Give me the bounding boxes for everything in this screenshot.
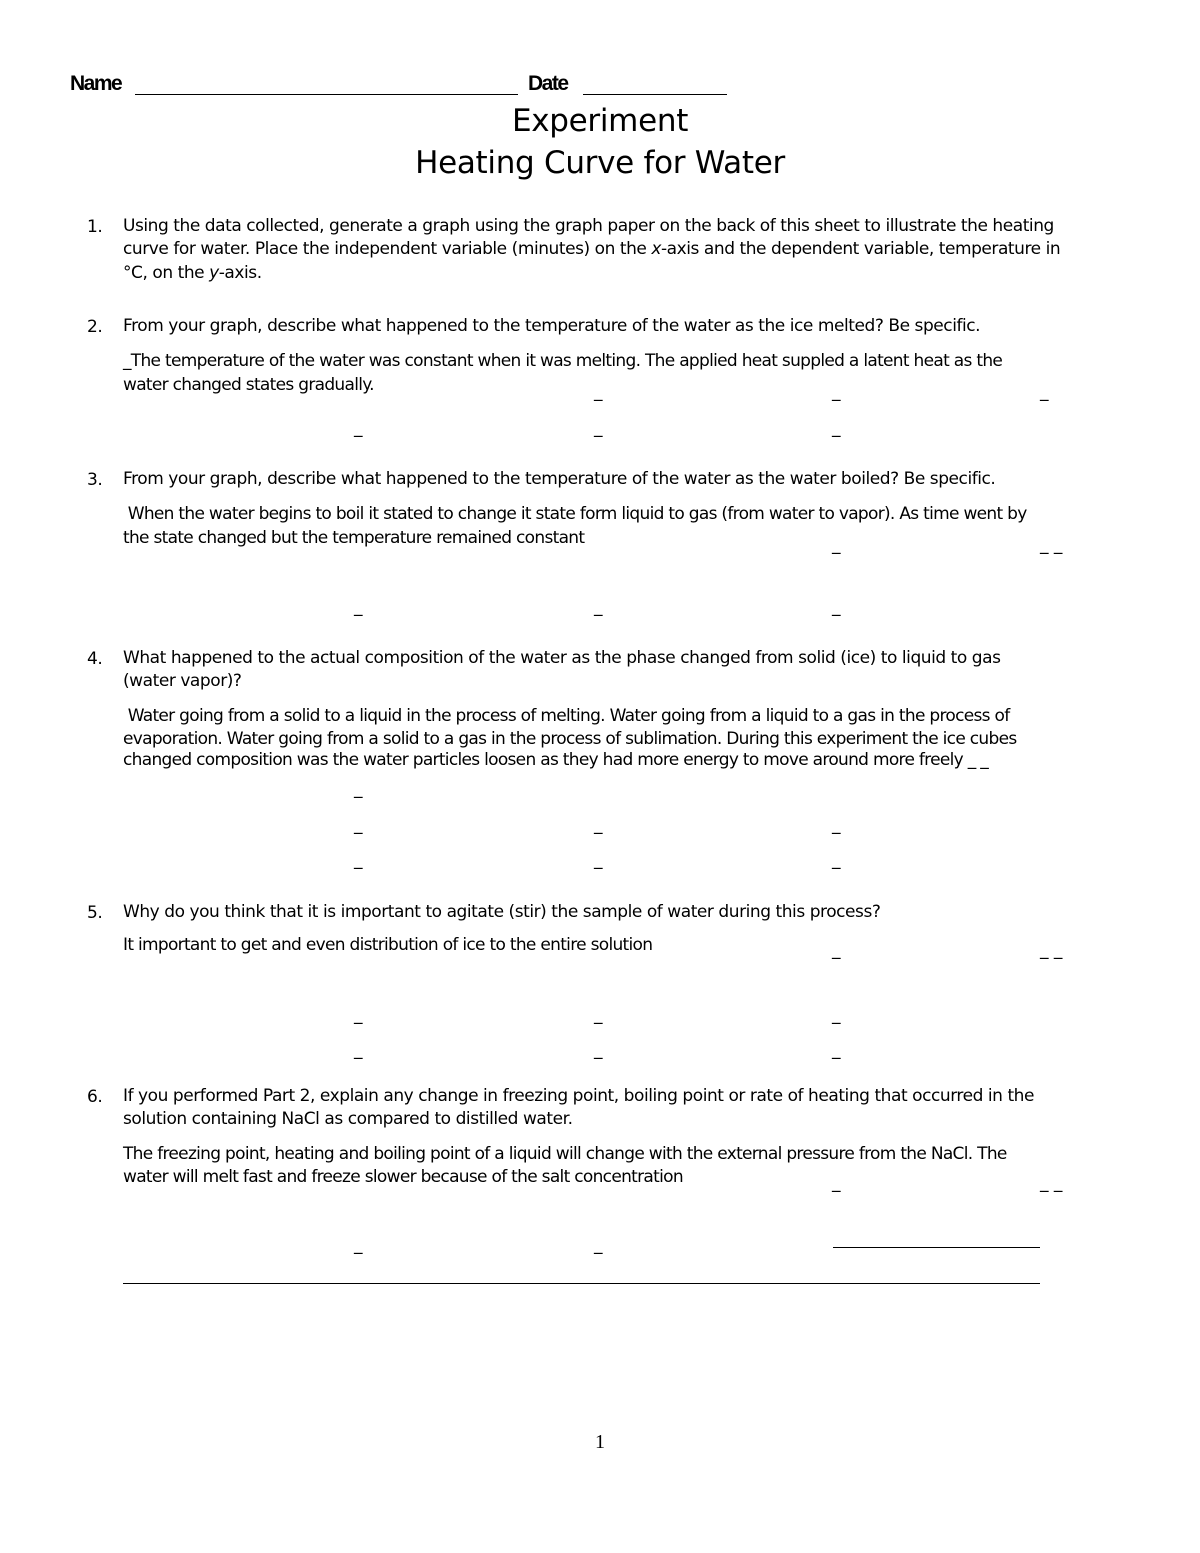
blank-mark: _ <box>594 1005 603 1025</box>
answer-3-line-1[interactable]: When the water begins to boil it stated to change it state form liquid to gas (from water to vapor). As time went by <box>123 504 1027 524</box>
title-experiment: Experiment <box>511 103 689 139</box>
blank-mark: _ <box>1040 382 1049 402</box>
question-1-line-3: °C, on the y-axis. <box>123 263 262 283</box>
blank-mark: _ <box>354 1040 363 1060</box>
name-blank-line[interactable] <box>135 94 518 95</box>
name-label: Name <box>70 72 122 95</box>
blank-mark: _ <box>354 1005 363 1025</box>
blank-mark: _ <box>832 815 841 835</box>
blank-mark: _ <box>594 1235 603 1255</box>
blank-mark: _ <box>832 850 841 870</box>
date-label: Date <box>528 72 568 95</box>
answer-4-line-3[interactable]: changed composition was the water particles loosen as they had more energy to move around more freely _ _ <box>123 750 989 770</box>
blank-mark: _ <box>832 597 841 617</box>
answer-3-line-2[interactable]: the state changed but the temperature remained constant <box>123 528 585 548</box>
date-blank-line[interactable] <box>583 94 727 95</box>
answer-4-line-1[interactable]: Water going from a solid to a liquid in the process of melting. Water going from a liquid to a gas in the process of <box>123 706 1010 726</box>
blank-mark: _ <box>354 779 363 799</box>
page-number: 1 <box>595 1431 605 1453</box>
blank-mark: _ <box>354 850 363 870</box>
question-6-line-2: solution containing NaCl as compared to distilled water. <box>123 1109 573 1129</box>
question-2-text: From your graph, describe what happened to the temperature of the water as the ice melted? Be specific. <box>123 316 981 336</box>
blank-mark: _ <box>594 382 603 402</box>
blank-mark: _ <box>832 940 841 960</box>
question-5-text: Why do you think that it is important to agitate (stir) the sample of water during this process? <box>123 902 881 922</box>
answer-blank-line[interactable] <box>833 1247 1040 1248</box>
blank-mark: _ <box>832 1173 841 1193</box>
blank-mark: _ <box>594 1040 603 1060</box>
answer-6-line-1[interactable]: The freezing point, heating and boiling point of a liquid will change with the external pressure from the NaCl. The <box>123 1144 1007 1164</box>
blank-mark: _ <box>354 597 363 617</box>
blank-mark: _ <box>832 418 841 438</box>
blank-mark: _ _ <box>1040 1173 1063 1193</box>
question-3-text: From your graph, describe what happened to the temperature of the water as the water boiled? Be specific. <box>123 469 996 489</box>
question-2-number: 2. <box>87 317 103 337</box>
blank-mark: _ _ <box>1040 535 1063 555</box>
question-1-line-2: curve for water. Place the independent variable (minutes) on the x-axis and the dependent variable, temperature in <box>123 239 1061 259</box>
question-5-number: 5. <box>87 903 103 923</box>
blank-mark: _ <box>832 382 841 402</box>
blank-mark: _ <box>832 1040 841 1060</box>
blank-mark: _ _ <box>1040 940 1063 960</box>
question-3-number: 3. <box>87 470 103 490</box>
blank-mark: _ <box>832 535 841 555</box>
blank-mark: _ <box>832 1005 841 1025</box>
question-4-line-2: (water vapor)? <box>123 671 242 691</box>
answer-2-line-1[interactable]: _The temperature of the water was constant when it was melting. The applied heat suppled a latent heat as the <box>123 351 1003 371</box>
answer-5-line-1[interactable]: It important to get and even distribution of ice to the entire solution <box>123 935 653 955</box>
answer-4-line-2[interactable]: evaporation. Water going from a solid to a gas in the process of sublimation. During this experiment the ice cubes <box>123 729 1017 749</box>
blank-mark: _ <box>354 1235 363 1255</box>
blank-mark: _ <box>594 850 603 870</box>
question-1-number: 1. <box>87 217 103 237</box>
question-6-line-1: If you performed Part 2, explain any change in freezing point, boiling point or rate of heating that occurred in the <box>123 1086 1035 1106</box>
question-1-line-1: Using the data collected, generate a graph using the graph paper on the back of this sheet to illustrate the heating <box>123 216 1054 236</box>
blank-mark: _ <box>354 418 363 438</box>
question-4-line-1: What happened to the actual composition of the water as the phase changed from solid (ice) to liquid to gas <box>123 648 1001 668</box>
blank-mark: _ <box>594 597 603 617</box>
answer-blank-line[interactable] <box>123 1283 1040 1284</box>
question-4-number: 4. <box>87 649 103 669</box>
title-heating-curve: Heating Curve for Water <box>415 145 785 181</box>
answer-2-line-2[interactable]: water changed states gradually. <box>123 375 374 395</box>
blank-mark: _ <box>594 418 603 438</box>
question-6-number: 6. <box>87 1087 103 1107</box>
blank-mark: _ <box>594 815 603 835</box>
answer-6-line-2[interactable]: water will melt fast and freeze slower because of the salt concentration <box>123 1167 683 1187</box>
blank-mark: _ <box>354 815 363 835</box>
